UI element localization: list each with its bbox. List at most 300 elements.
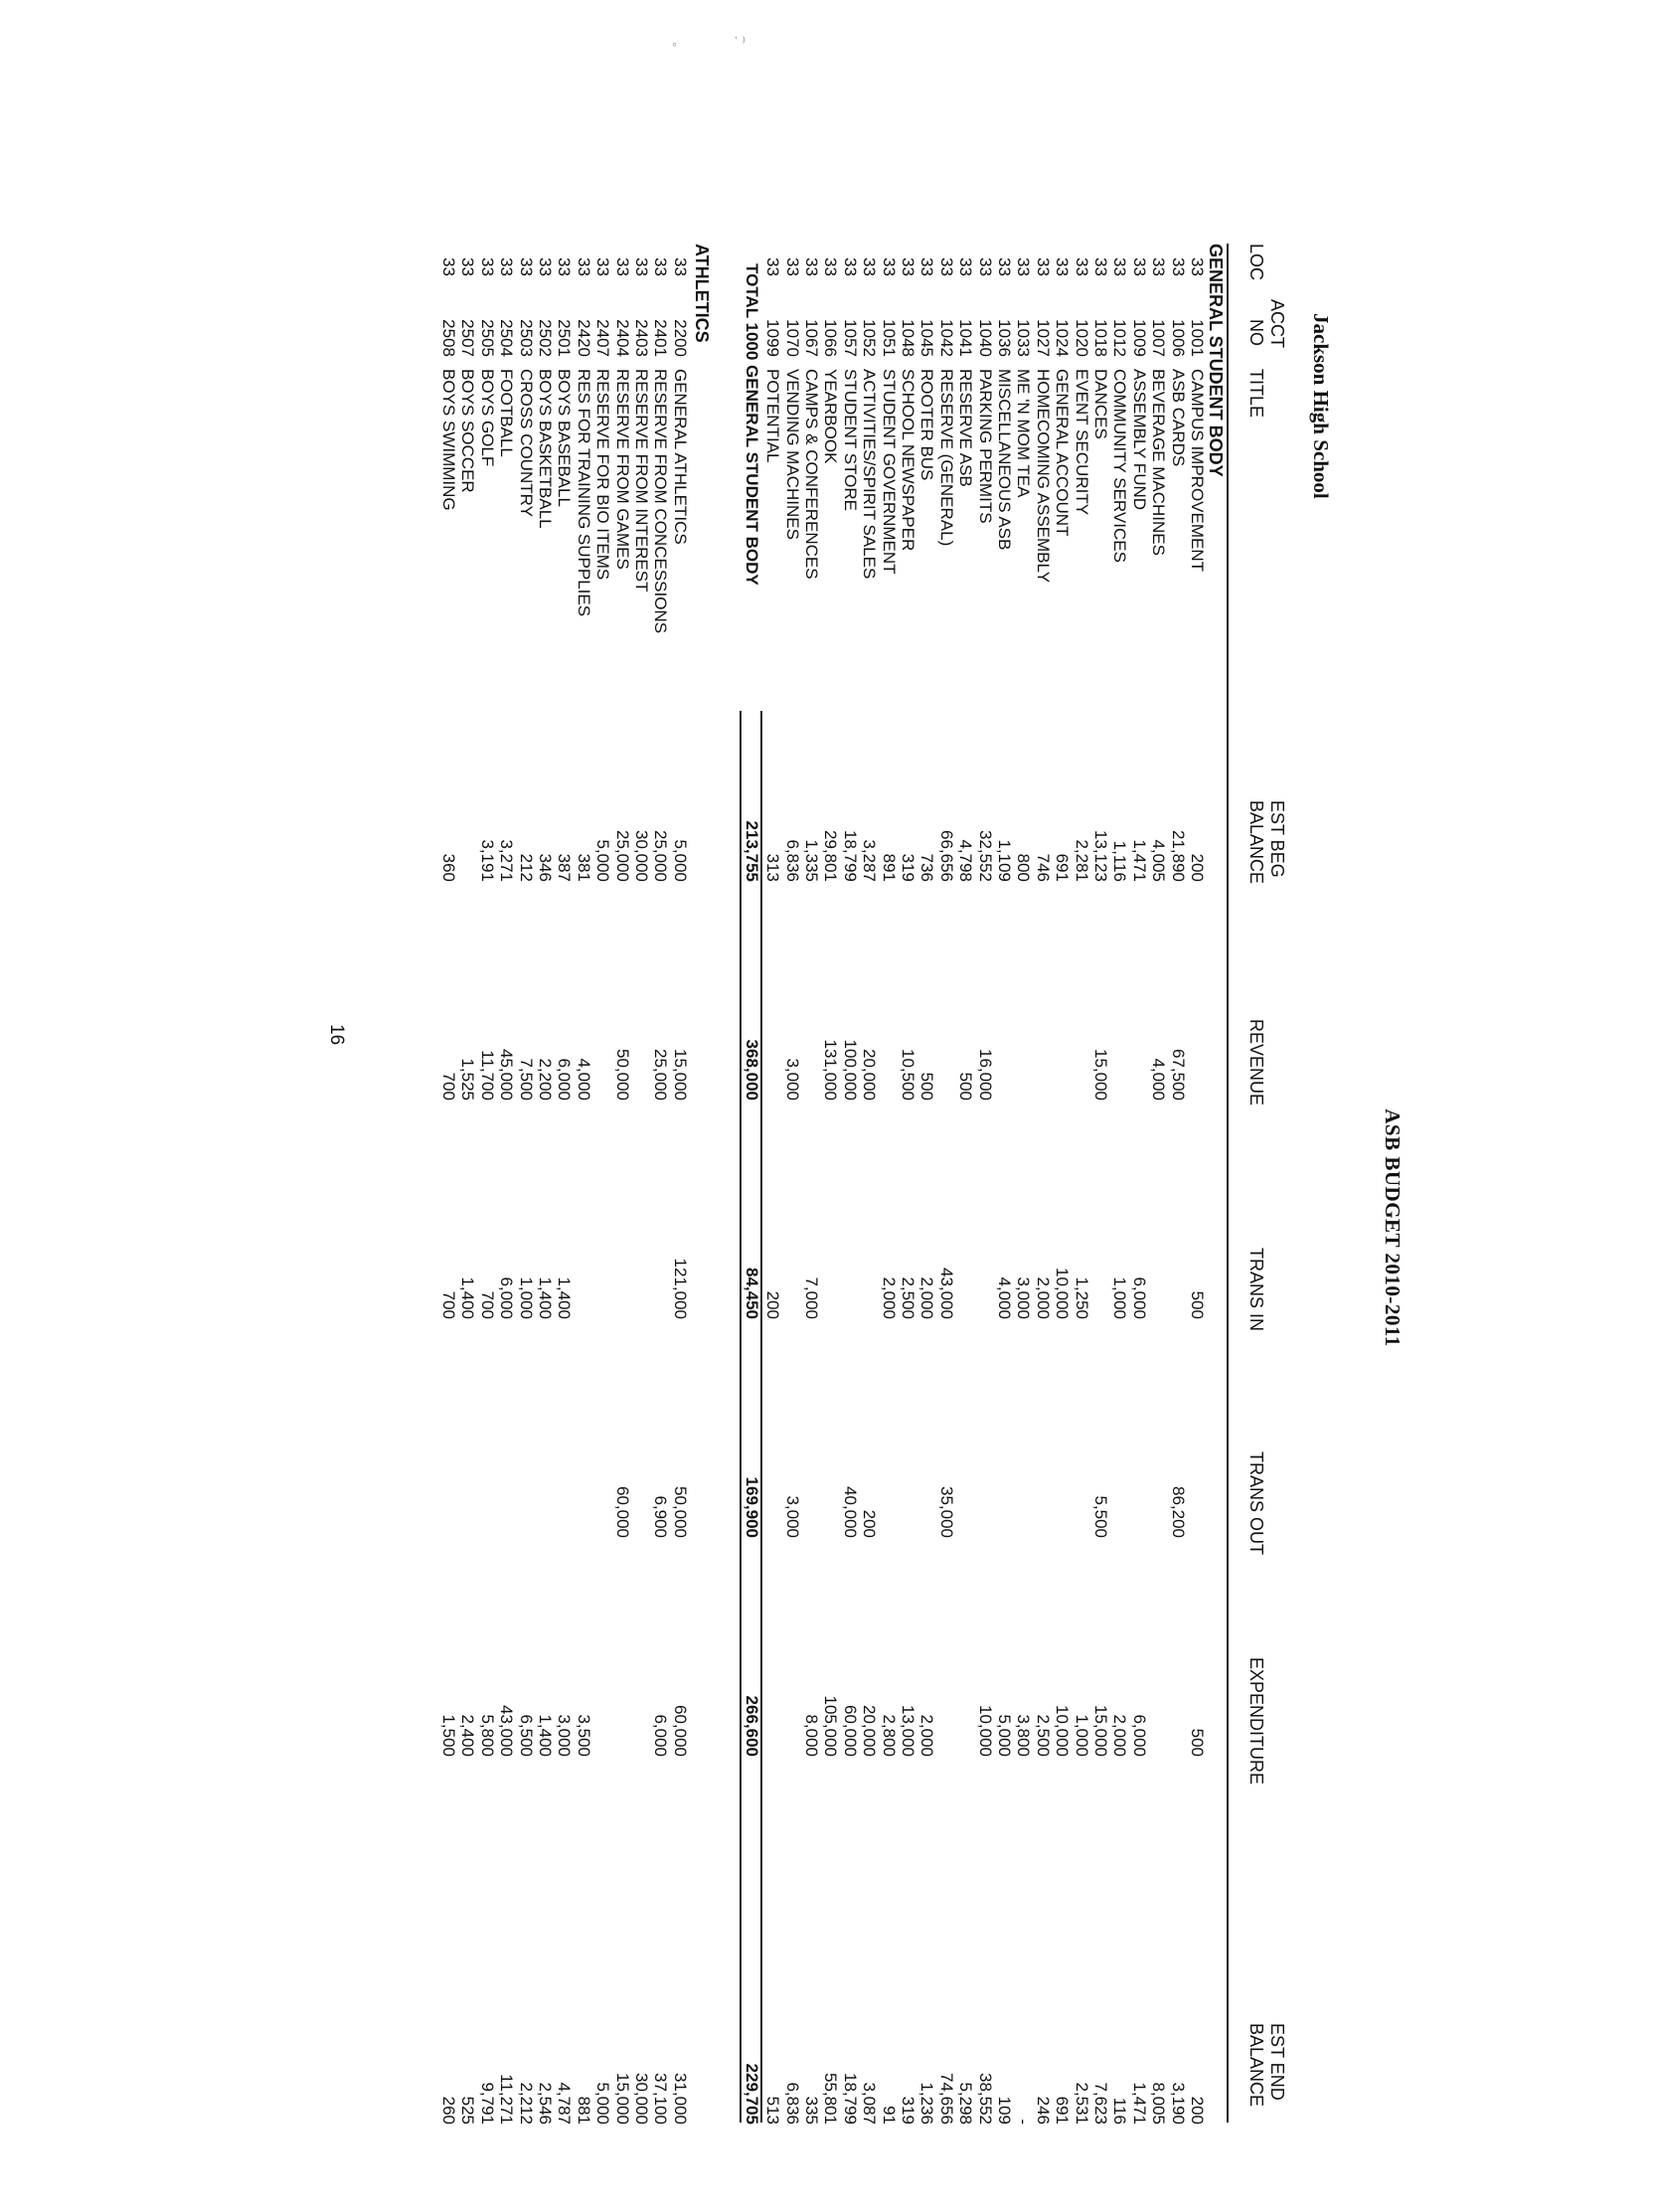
- row-beg-balance: 21,890: [1168, 830, 1188, 882]
- row-revenue: 4,000: [574, 1058, 593, 1101]
- row-trans-out: 60,000: [612, 1486, 632, 1538]
- row-beg-balance: 3,287: [860, 839, 880, 882]
- budget-title: ASB BUDGET 2010-2011: [1381, 1108, 1405, 1347]
- row-end-balance: 3,087: [860, 2082, 880, 2125]
- row-revenue: 15,000: [1091, 1049, 1110, 1101]
- row-end-balance: 7,623: [1091, 2082, 1110, 2125]
- total-end: 229,705: [742, 2063, 761, 2125]
- row-beg-balance: 1,116: [1110, 840, 1130, 882]
- row-expenditure: 5,800: [477, 1714, 497, 1757]
- row-trans-in: 10,000: [1053, 1268, 1073, 1319]
- row-loc: 33: [975, 257, 995, 276]
- table-row: [477, 244, 497, 2212]
- row-title: RESERVE FOR BIO ITEMS: [593, 369, 613, 581]
- row-loc: 33: [555, 257, 575, 276]
- row-end-balance: 37,100: [651, 2073, 671, 2125]
- row-title: EVENT SECURITY: [1072, 369, 1091, 516]
- row-loc: 33: [763, 257, 783, 276]
- row-end-balance: 335: [802, 2096, 821, 2125]
- row-end-balance: 5,298: [956, 2082, 976, 2125]
- row-beg-balance: 691: [1053, 853, 1073, 882]
- budget-sheet: [271, 244, 1405, 2212]
- total-trans-out: 169,900: [742, 1476, 761, 1538]
- row-title: RESERVE FROM CONCESSIONS: [651, 369, 671, 634]
- row-loc: 33: [840, 257, 860, 276]
- row-title: MISCELLANEOUS ASB: [995, 369, 1014, 551]
- row-acct: 2507: [458, 319, 478, 357]
- row-title: HOMECOMING ASSEMBLY: [1033, 369, 1053, 584]
- col-acct-line1: ACCT: [1267, 299, 1287, 348]
- row-loc: 33: [1168, 257, 1188, 276]
- row-acct: 1067: [802, 319, 821, 357]
- row-end-balance: 200: [1188, 2096, 1207, 2125]
- row-revenue: 7,500: [516, 1058, 536, 1101]
- row-trans-in: 2,000: [1033, 1276, 1053, 1319]
- row-end-balance: 513: [763, 2096, 783, 2125]
- row-loc: 33: [612, 257, 632, 276]
- row-beg-balance: 5,000: [593, 839, 613, 882]
- row-loc: 33: [574, 257, 593, 276]
- row-beg-balance: 381: [574, 853, 593, 882]
- row-end-balance: 91: [879, 2106, 899, 2125]
- table-row: [535, 244, 555, 2212]
- column-headers: [1230, 244, 1287, 2212]
- row-beg-balance: 313: [763, 853, 783, 882]
- row-beg-balance: 6,836: [782, 839, 802, 882]
- row-beg-balance: 4,798: [956, 839, 976, 882]
- row-revenue: 15,000: [670, 1049, 690, 1101]
- row-expenditure: 2,400: [458, 1714, 478, 1757]
- row-title: BOYS SOCCER: [458, 369, 478, 493]
- row-title: BOYS BASEBALL: [555, 369, 575, 507]
- row-loc: 33: [821, 257, 841, 276]
- row-end-balance: 30,000: [632, 2073, 651, 2125]
- row-trans-out: 35,000: [936, 1486, 956, 1538]
- row-expenditure: 1,400: [536, 1714, 555, 1757]
- row-title: RESERVE ASB: [956, 369, 976, 487]
- col-revenue: REVENUE: [1246, 1019, 1266, 1106]
- row-expenditure: 6,000: [1129, 1714, 1149, 1757]
- row-loc: 33: [1033, 257, 1053, 276]
- table-row: [801, 244, 821, 2212]
- row-revenue: 67,500: [1168, 1049, 1188, 1101]
- row-expenditure: 105,000: [821, 1695, 841, 1757]
- table-row: [554, 244, 574, 2212]
- table-row: [1052, 244, 1072, 2212]
- row-trans-in: 1,400: [458, 1276, 478, 1319]
- row-acct: 1099: [763, 319, 783, 357]
- total-row: [742, 244, 761, 2212]
- row-revenue: 700: [439, 1072, 458, 1101]
- row-trans-out: 6,900: [651, 1495, 671, 1538]
- row-beg-balance: 346: [536, 853, 555, 882]
- row-expenditure: 10,000: [975, 1705, 995, 1757]
- row-acct: 1027: [1033, 319, 1053, 357]
- row-loc: 33: [995, 257, 1014, 276]
- table-row: [782, 244, 802, 2212]
- row-title: FOOTBALL: [497, 369, 517, 457]
- table-row: [592, 244, 612, 2212]
- table-row: [762, 244, 782, 2212]
- row-expenditure: 5,000: [995, 1714, 1014, 1757]
- row-acct: 1006: [1168, 319, 1188, 357]
- row-end-balance: 2,212: [516, 2082, 536, 2125]
- row-beg-balance: 3,191: [477, 839, 497, 882]
- row-beg-balance: 4,005: [1149, 839, 1169, 882]
- row-beg-balance: 212: [516, 853, 536, 882]
- row-beg-balance: 2,281: [1072, 839, 1091, 882]
- row-end-balance: 74,656: [936, 2073, 956, 2125]
- row-loc: 33: [497, 257, 517, 276]
- row-trans-in: 4,000: [995, 1276, 1014, 1319]
- row-loc: 33: [879, 257, 899, 276]
- table-row: [975, 244, 995, 2212]
- row-revenue: 131,000: [821, 1039, 841, 1101]
- row-acct: 2420: [574, 319, 593, 357]
- row-acct: 2504: [497, 319, 517, 357]
- total-beg: 213,755: [742, 820, 761, 882]
- row-end-balance: 260: [439, 2096, 458, 2125]
- row-trans-in: 2,000: [917, 1276, 937, 1319]
- row-beg-balance: 25,000: [651, 830, 671, 882]
- row-expenditure: 3,000: [555, 1714, 575, 1757]
- row-beg-balance: 360: [439, 853, 458, 882]
- row-end-balance: 1,236: [917, 2082, 937, 2125]
- col-end-line2: BALANCE: [1246, 2023, 1266, 2108]
- row-loc: 33: [1091, 257, 1110, 276]
- row-loc: 33: [651, 257, 671, 276]
- row-beg-balance: 319: [899, 853, 917, 882]
- row-beg-balance: 736: [917, 853, 937, 882]
- row-beg-balance: 30,000: [632, 830, 651, 882]
- row-acct: 2505: [477, 319, 497, 357]
- row-expenditure: 43,000: [497, 1705, 517, 1757]
- table-row: [670, 244, 690, 2212]
- row-loc: 33: [439, 257, 458, 276]
- scan-artifact: ˈ ⁾: [734, 34, 745, 50]
- row-end-balance: 525: [458, 2096, 478, 2125]
- col-trans-in: TRANS IN: [1246, 1248, 1266, 1332]
- row-beg-balance: 746: [1033, 853, 1053, 882]
- row-end-balance: 5,000: [593, 2082, 613, 2125]
- row-expenditure: 3,800: [1014, 1714, 1034, 1757]
- table-row: [496, 244, 516, 2212]
- row-trans-in: 1,400: [555, 1276, 575, 1319]
- row-beg-balance: 1,471: [1129, 839, 1149, 882]
- row-acct: 1070: [782, 319, 802, 357]
- row-trans-out: 40,000: [840, 1486, 860, 1538]
- row-expenditure: 2,000: [917, 1714, 937, 1757]
- row-expenditure: 15,000: [1091, 1705, 1110, 1757]
- row-acct: 1057: [840, 319, 860, 357]
- row-title: ME 'N MOM TEA: [1014, 369, 1034, 498]
- row-expenditure: 60,000: [670, 1705, 690, 1757]
- row-loc: 33: [1188, 257, 1207, 276]
- row-acct: 1042: [936, 319, 956, 357]
- header-rule: [1227, 244, 1229, 2123]
- row-end-balance: 3,190: [1168, 2082, 1188, 2125]
- row-revenue: 16,000: [975, 1049, 995, 1101]
- row-acct: 1066: [821, 319, 841, 357]
- row-title: ACTIVITIES/SPIRIT SALES: [860, 369, 880, 580]
- row-acct: 1036: [995, 319, 1014, 357]
- row-beg-balance: 3,271: [497, 839, 517, 882]
- row-end-balance: 9,791: [477, 2082, 497, 2125]
- row-revenue: 4,000: [1149, 1058, 1169, 1101]
- row-beg-balance: 5,000: [670, 839, 690, 882]
- row-end-balance: 18,799: [840, 2073, 860, 2125]
- row-title: ASSEMBLY FUND: [1129, 369, 1149, 511]
- row-title: GENERAL ACCOUNT: [1053, 369, 1073, 537]
- row-end-balance: 691: [1053, 2096, 1073, 2125]
- row-acct: 1051: [879, 319, 899, 357]
- row-title: RESERVE FROM INTEREST: [632, 369, 651, 593]
- row-end-balance: 38,552: [975, 2073, 995, 2125]
- col-beg-line1: EST BEG: [1267, 800, 1287, 878]
- row-loc: 33: [593, 257, 613, 276]
- row-end-balance: 6,836: [782, 2082, 802, 2125]
- row-beg-balance: 25,000: [612, 830, 632, 882]
- row-loc: 33: [917, 257, 937, 276]
- row-trans-out: 3,000: [782, 1495, 802, 1538]
- row-expenditure: 13,000: [899, 1705, 917, 1757]
- row-trans-out: 50,000: [670, 1486, 690, 1538]
- row-title: CAMPS & CONFERENCES: [802, 369, 821, 580]
- row-title: RESERVE (GENERAL): [936, 369, 956, 547]
- row-acct: 1040: [975, 319, 995, 357]
- row-end-balance: 15,000: [612, 2073, 632, 2125]
- row-loc: 33: [782, 257, 802, 276]
- row-title: BEVERAGE MACHINES: [1149, 369, 1169, 556]
- table-row: [1148, 244, 1168, 2212]
- col-end-line1: EST END: [1267, 2023, 1287, 2101]
- table-row: [936, 244, 956, 2212]
- row-trans-in: 200: [763, 1290, 783, 1319]
- row-beg-balance: 200: [1188, 853, 1207, 882]
- section-athletics-label: ATHLETICS: [691, 244, 712, 343]
- section-general-label: GENERAL STUDENT BODY: [1206, 244, 1226, 477]
- page-number: 16: [326, 1024, 347, 1046]
- row-acct: 2501: [555, 319, 575, 357]
- row-loc: 33: [1072, 257, 1091, 276]
- row-loc: 33: [899, 257, 917, 276]
- row-trans-in: 1,250: [1072, 1276, 1091, 1319]
- row-title: CAMPUS IMPROVEMENT: [1188, 369, 1207, 573]
- row-end-balance: 2,546: [536, 2082, 555, 2125]
- table-row: [820, 244, 840, 2212]
- row-loc: 33: [458, 257, 478, 276]
- row-beg-balance: 800: [1014, 853, 1034, 882]
- row-trans-in: 700: [439, 1290, 458, 1319]
- table-row: [650, 244, 670, 2212]
- row-beg-balance: 32,552: [975, 830, 995, 882]
- row-end-balance: 881: [574, 2096, 593, 2125]
- row-expenditure: 1,000: [1072, 1714, 1091, 1757]
- row-revenue: 10,500: [899, 1049, 917, 1101]
- table-row: [438, 244, 458, 2212]
- row-title: SCHOOL NEWSPAPER: [899, 369, 917, 552]
- row-acct: 2407: [593, 319, 613, 357]
- table-row: [457, 244, 477, 2212]
- row-title: COMMUNITY SERVICES: [1110, 369, 1130, 563]
- row-beg-balance: 891: [879, 853, 899, 882]
- row-acct: 1033: [1014, 319, 1034, 357]
- row-acct: 1048: [899, 319, 917, 357]
- row-beg-balance: 387: [555, 853, 575, 882]
- row-expenditure: 2,000: [1110, 1714, 1130, 1757]
- row-acct: 2200: [670, 319, 690, 357]
- row-acct: 2404: [612, 319, 632, 357]
- table-row: [1033, 244, 1053, 2212]
- row-acct: 1009: [1129, 319, 1149, 357]
- row-loc: 33: [632, 257, 651, 276]
- row-loc: 33: [956, 257, 976, 276]
- row-title: ASB CARDS: [1168, 369, 1188, 467]
- row-beg-balance: 13,123: [1091, 830, 1110, 882]
- row-expenditure: 60,000: [840, 1705, 860, 1757]
- row-trans-out: 86,200: [1168, 1486, 1188, 1538]
- row-acct: 2508: [439, 319, 458, 357]
- total-trans-in: 84,450: [742, 1268, 761, 1319]
- total-double-rule: [740, 711, 742, 2123]
- row-title: DANCES: [1091, 369, 1110, 439]
- table-row: [1168, 244, 1188, 2212]
- row-title: BOYS BASKETBALL: [536, 369, 555, 529]
- col-acct-line2: NO: [1246, 319, 1266, 346]
- col-expenditure: EXPENDITURE: [1246, 1657, 1266, 1786]
- row-acct: 1001: [1188, 319, 1207, 357]
- row-beg-balance: 18,799: [840, 830, 860, 882]
- row-trans-in: 43,000: [936, 1268, 956, 1319]
- row-title: PARKING PERMITS: [975, 369, 995, 524]
- table-row: [1129, 244, 1149, 2212]
- row-title: RES FOR TRAINING SUPPLIES: [574, 369, 593, 617]
- row-title: VENDING MACHINES: [782, 369, 802, 540]
- row-acct: 1045: [917, 319, 937, 357]
- row-end-balance: 8,005: [1149, 2082, 1169, 2125]
- row-end-balance: 1,471: [1129, 2082, 1149, 2125]
- col-beg-line2: BALANCE: [1246, 800, 1266, 885]
- row-expenditure: 6,500: [516, 1714, 536, 1757]
- row-expenditure: 2,800: [879, 1714, 899, 1757]
- row-loc: 33: [1149, 257, 1169, 276]
- table-row: [1072, 244, 1091, 2212]
- table-row: [879, 244, 899, 2212]
- row-title: CROSS COUNTRY: [516, 369, 536, 517]
- table-row: [916, 244, 936, 2212]
- row-beg-balance: 1,109: [995, 839, 1014, 882]
- row-loc: 33: [936, 257, 956, 276]
- table-row: [631, 244, 651, 2212]
- row-trans-in: 700: [477, 1290, 497, 1319]
- row-loc: 33: [477, 257, 497, 276]
- col-title: TITLE: [1246, 369, 1266, 419]
- row-end-balance: 31,000: [670, 2073, 690, 2125]
- row-title: BOYS GOLF: [477, 369, 497, 467]
- row-revenue: 6,000: [555, 1058, 575, 1101]
- row-acct: 1024: [1053, 319, 1073, 357]
- row-loc: 33: [1110, 257, 1130, 276]
- row-loc: 33: [516, 257, 536, 276]
- row-revenue: 50,000: [612, 1049, 632, 1101]
- row-loc: 33: [802, 257, 821, 276]
- row-revenue: 45,000: [497, 1049, 517, 1101]
- row-revenue: 1,525: [458, 1058, 478, 1101]
- row-revenue: 11,700: [477, 1050, 497, 1101]
- row-end-balance: 109: [995, 2096, 1014, 2125]
- row-trans-in: 6,000: [497, 1276, 517, 1319]
- row-loc: 33: [1129, 257, 1149, 276]
- row-acct: 2401: [651, 319, 671, 357]
- school-name: Jackson High School: [1309, 313, 1333, 499]
- table-row: [859, 244, 879, 2212]
- row-trans-in: 2,500: [899, 1276, 917, 1319]
- row-title: BOYS SWIMMING: [439, 369, 458, 511]
- row-title: STUDENT STORE: [840, 369, 860, 511]
- row-revenue: 2,200: [536, 1058, 555, 1101]
- row-revenue: 20,000: [860, 1049, 880, 1101]
- row-title: ROOTER BUS: [917, 369, 937, 481]
- row-trans-in: 3,000: [1014, 1276, 1034, 1319]
- row-trans-in: 121,000: [670, 1258, 690, 1319]
- table-row: [840, 244, 860, 2212]
- row-beg-balance: 1,335: [802, 839, 821, 882]
- row-trans-in: 1,000: [516, 1276, 536, 1319]
- table-row: [612, 244, 632, 2212]
- row-title: YEARBOOK: [821, 369, 841, 464]
- row-trans-out: 5,500: [1091, 1495, 1110, 1538]
- row-beg-balance: 29,801: [821, 830, 841, 882]
- row-expenditure: 2,500: [1033, 1714, 1053, 1757]
- row-beg-balance: 66,656: [936, 830, 956, 882]
- scan-artifact: ◦: [672, 36, 677, 52]
- table-row: [994, 244, 1014, 2212]
- row-acct: 1007: [1149, 319, 1169, 357]
- row-acct: 1012: [1110, 319, 1130, 357]
- row-end-balance: 246: [1033, 2096, 1053, 2125]
- table-row: [955, 244, 975, 2212]
- col-trans-out: TRANS OUT: [1246, 1451, 1266, 1556]
- table-row: [574, 244, 593, 2212]
- row-revenue: 25,000: [651, 1049, 671, 1101]
- table-row: [1187, 244, 1207, 2212]
- row-title: POTENTIAL: [763, 369, 783, 463]
- row-end-balance: 2,531: [1072, 2082, 1091, 2125]
- row-trans-in: 500: [1188, 1290, 1207, 1319]
- row-expenditure: 8,000: [802, 1714, 821, 1757]
- row-expenditure: 1,500: [439, 1714, 458, 1757]
- row-acct: 1052: [860, 319, 880, 357]
- row-acct: 1018: [1091, 319, 1110, 357]
- row-acct: 2502: [536, 319, 555, 357]
- row-trans-in: 2,000: [879, 1276, 899, 1319]
- row-acct: 1020: [1072, 319, 1091, 357]
- row-loc: 33: [670, 257, 690, 276]
- table-row: [516, 244, 536, 2212]
- row-title: RESERVE FROM GAMES: [612, 369, 632, 570]
- col-loc: LOC: [1246, 244, 1266, 281]
- row-trans-in: 1,000: [1110, 1276, 1130, 1319]
- row-title: STUDENT GOVERNMENT: [879, 369, 899, 575]
- row-expenditure: 20,000: [860, 1705, 880, 1757]
- row-revenue: 500: [917, 1072, 937, 1101]
- row-trans-out: 200: [860, 1509, 880, 1538]
- total-revenue: 368,000: [742, 1039, 761, 1101]
- row-loc: 33: [1014, 257, 1034, 276]
- table-row: [1013, 244, 1033, 2212]
- row-end-balance: 4,787: [555, 2082, 575, 2125]
- row-loc: 33: [1053, 257, 1073, 276]
